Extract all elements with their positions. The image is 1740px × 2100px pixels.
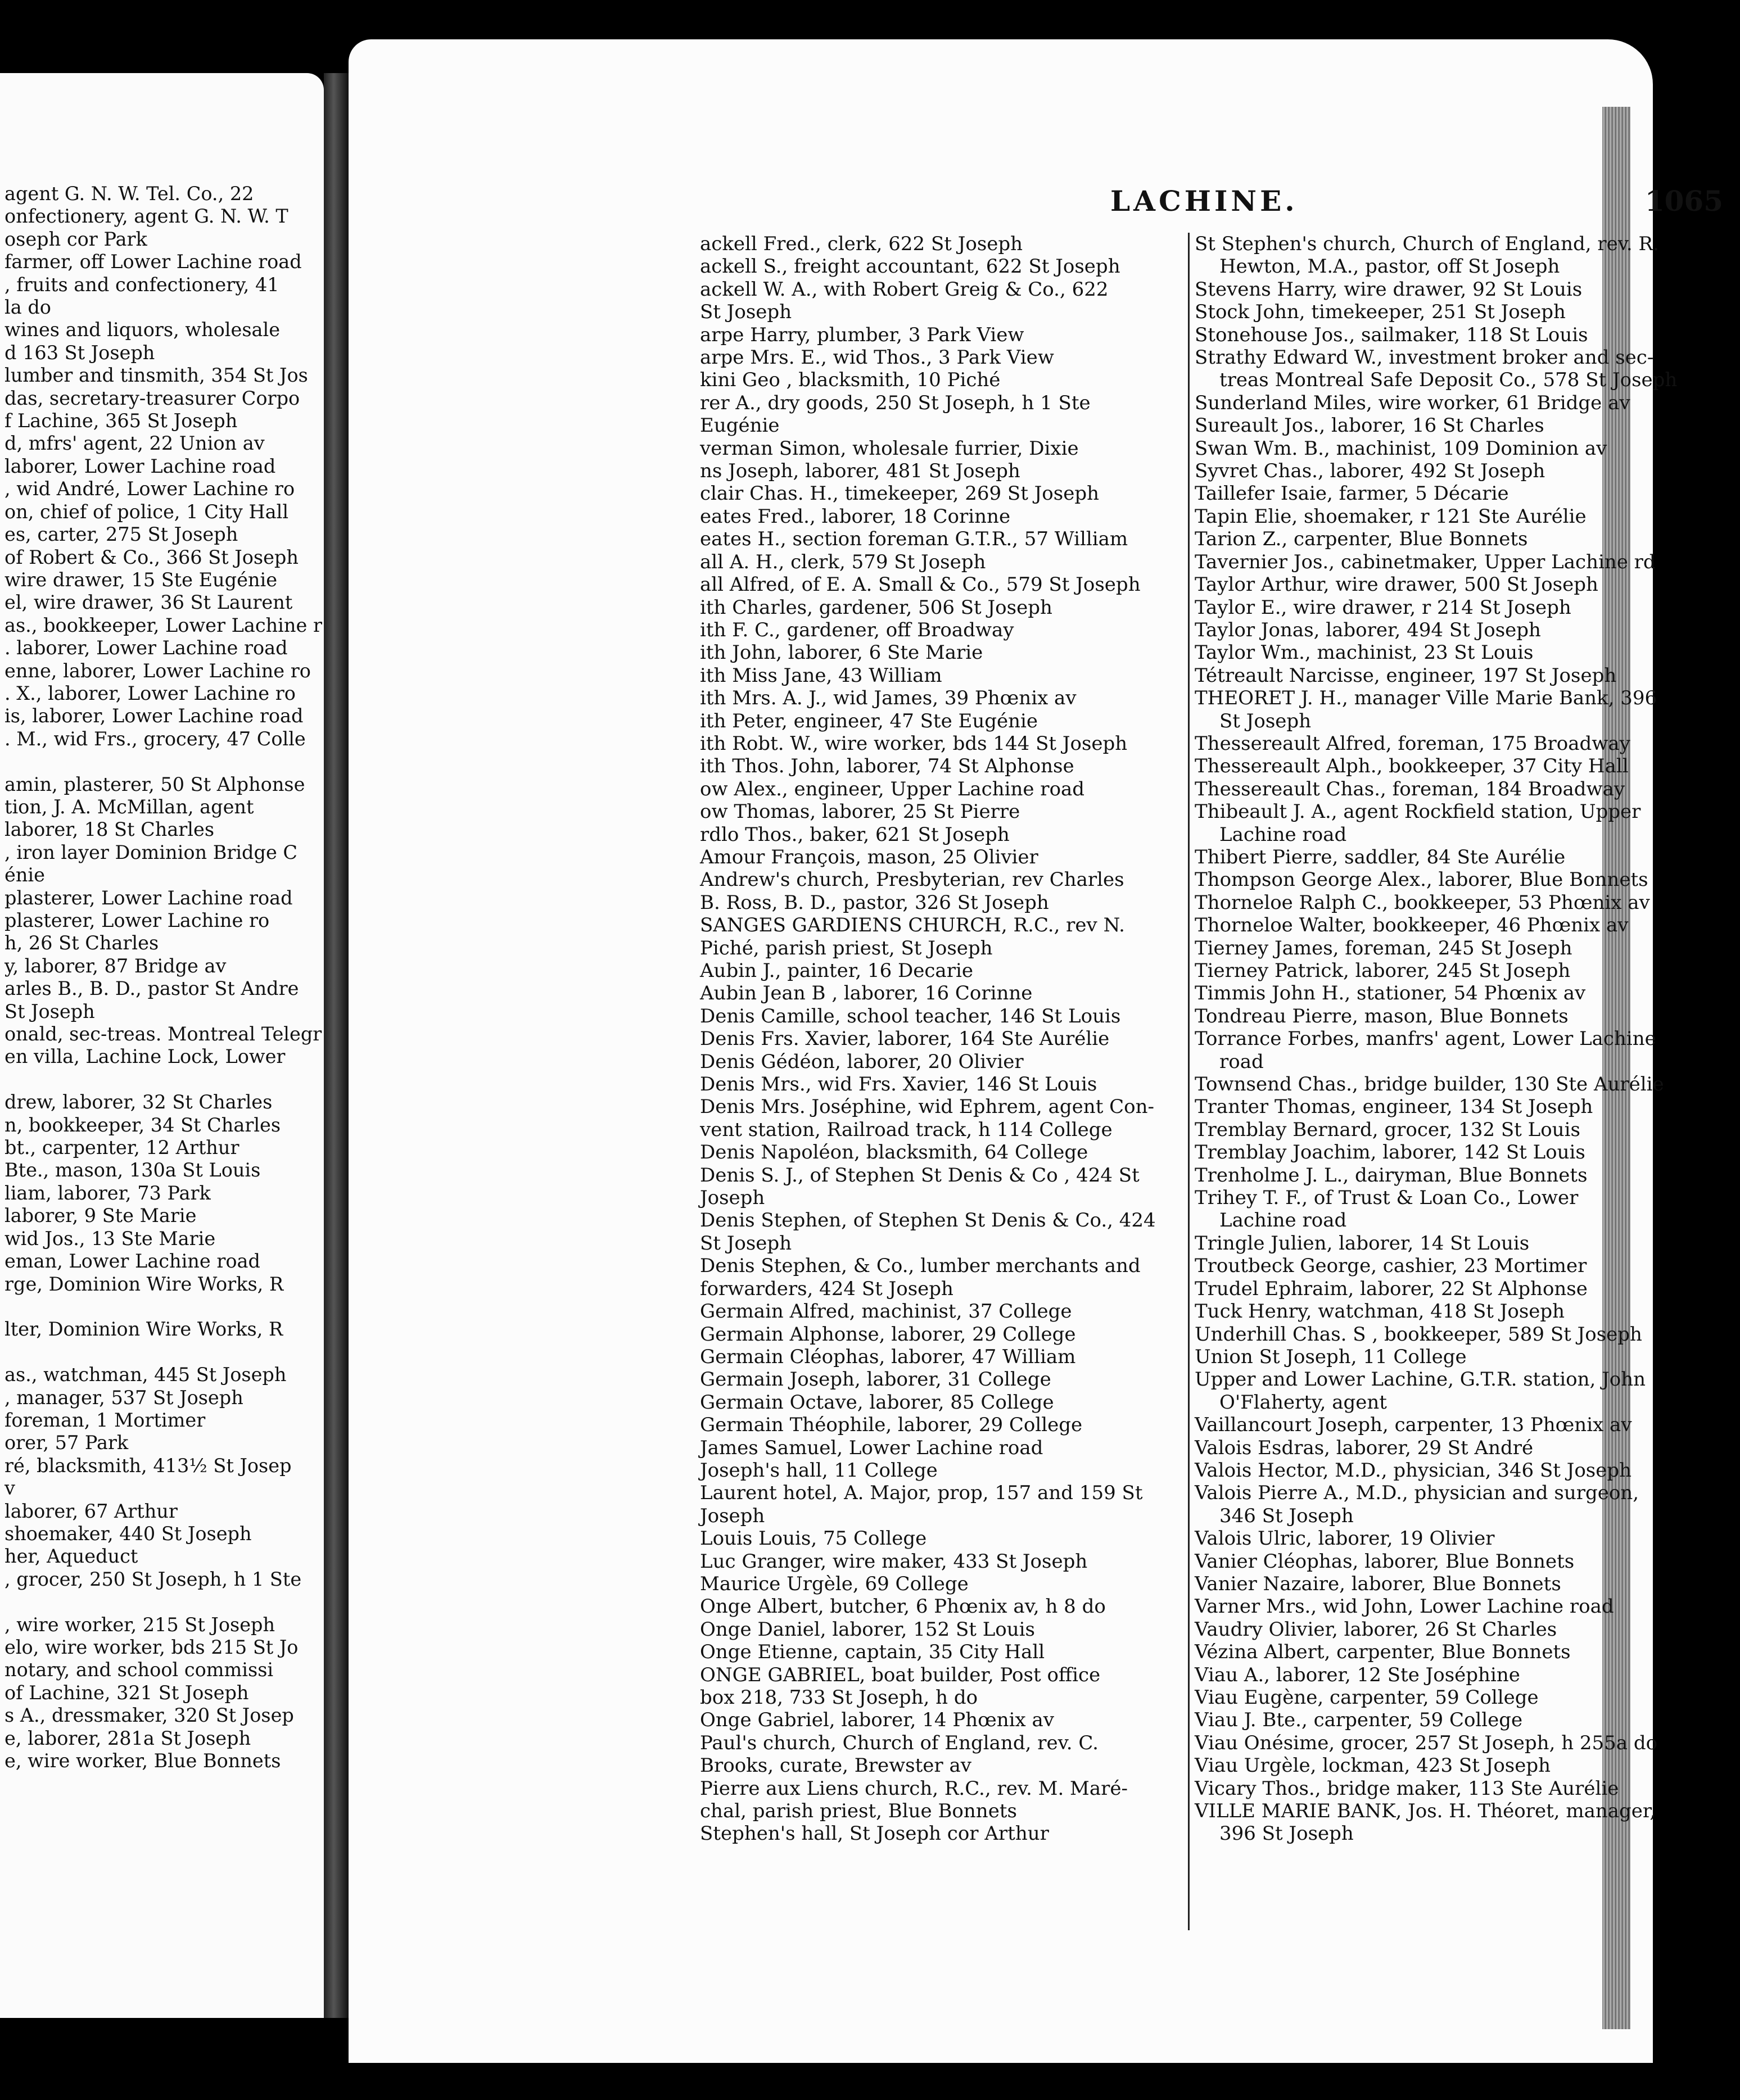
directory-entry: Tondreau Pierre, mason, Blue Bonnets [1195, 1004, 1569, 1028]
directory-entry: Upper and Lower Lachine, G.T.R. station, John [1195, 1368, 1646, 1391]
directory-entry: Taylor Wm., machinist, 23 St Louis [1195, 641, 1534, 664]
directory-entry: St Joseph [700, 301, 792, 324]
directory-entry: ith Peter, engineer, 47 Ste Eugénie [700, 709, 1038, 732]
directory-entry: Vaudry Olivier, laborer, 26 St Charles [1195, 1618, 1557, 1641]
directory-entry: Piché, parish priest, St Joseph [700, 936, 993, 960]
directory-entry: ow Thomas, laborer, 25 St Pierre [700, 800, 1020, 823]
directory-entry: all A. H., clerk, 579 St Joseph [700, 550, 986, 573]
directory-entry: . M., wid Frs., grocery, 47 Colle [4, 727, 306, 750]
directory-entry: Taillefer Isaie, farmer, 5 Décarie [1195, 482, 1509, 505]
directory-entry: Swan Wm. B., machinist, 109 Dominion av [1195, 437, 1607, 460]
directory-entry [4, 750, 319, 773]
left-page [0, 73, 324, 2018]
directory-entry: of Lachine, 321 St Joseph [4, 1681, 249, 1704]
directory-entry: , iron layer Dominion Bridge C [4, 841, 298, 863]
directory-entry: Pierre aux Liens church, R.C., rev. M. Maré- [700, 1777, 1128, 1800]
directory-entry: arpe Mrs. E., wid Thos., 3 Park View [700, 346, 1054, 369]
directory-entry: . X., laborer, Lower Lachine ro [4, 682, 296, 704]
directory-entry: Thibeault J. A., agent Rockfield station, Upper [1195, 800, 1641, 823]
directory-entry: St Joseph [4, 1000, 95, 1022]
book-gutter [324, 73, 349, 2018]
directory-entry: Trenholme J. L., dairyman, Blue Bonnets [1195, 1164, 1588, 1187]
directory-entry: liam, laborer, 73 Park [4, 1182, 211, 1204]
directory-entry: Vanier Nazaire, laborer, Blue Bonnets [1195, 1572, 1561, 1595]
directory-entry: Tavernier Jos., cabinetmaker, Upper Lachine rd [1195, 550, 1656, 573]
directory-entry: Valois Pierre A., M.D., physician and surgeon, [1195, 1482, 1639, 1505]
directory-entry: Tuck Henry, watchman, 418 St Joseph [1195, 1300, 1565, 1323]
directory-entry: d 163 St Joseph [4, 341, 155, 364]
directory-entry: Aubin Jean B , laborer, 16 Corinne [700, 982, 1033, 1005]
directory-entry [4, 1296, 319, 1318]
directory-entry: e, laborer, 281a St Joseph [4, 1727, 251, 1749]
directory-entry: laborer, Lower Lachine road [4, 455, 276, 477]
directory-entry: en villa, Lachine Lock, Lower [4, 1046, 286, 1068]
directory-entry: Germain Octave, laborer, 85 College [700, 1391, 1054, 1414]
directory-entry: f Lachine, 365 St Joseph [4, 410, 238, 432]
directory-entry: onald, sec-treas. Montreal Telegr [4, 1023, 322, 1046]
directory-entry: Denis Frs. Xavier, laborer, 164 Ste Aurélie [700, 1028, 1110, 1051]
directory-entry: plasterer, Lower Lachine road [4, 886, 293, 909]
directory-entry: eates H., section foreman G.T.R., 57 William [700, 528, 1128, 551]
directory-entry: ONGE GABRIEL, boat builder, Post office [700, 1663, 1101, 1686]
directory-entry: laborer, 67 Arthur [4, 1500, 178, 1522]
directory-entry: plasterer, Lower Lachine ro [4, 909, 270, 931]
directory-entry: Amour François, mason, 25 Olivier [700, 845, 1038, 868]
directory-entry: ith Thos. John, laborer, 74 St Alphonse [700, 755, 1074, 778]
directory-entry: Valois Esdras, laborer, 29 St André [1195, 1436, 1534, 1459]
directory-entry: Louis Louis, 75 College [700, 1527, 927, 1550]
directory-entry: Viau J. Bte., carpenter, 59 College [1195, 1709, 1523, 1732]
directory-entry: Tierney James, foreman, 245 St Joseph [1195, 936, 1572, 960]
directory-entry: ackell S., freight accountant, 622 St Joseph [700, 255, 1120, 278]
directory-entry: ith Miss Jane, 43 William [700, 664, 942, 687]
directory-entry: Viau A., laborer, 12 Ste Joséphine [1195, 1663, 1520, 1686]
directory-entry: Thessereault Chas., foreman, 184 Broadway [1195, 777, 1625, 800]
directory-entry: Vanier Cléophas, laborer, Blue Bonnets [1195, 1550, 1575, 1573]
directory-entry: James Samuel, Lower Lachine road [700, 1436, 1043, 1459]
directory-entry: v [4, 1477, 15, 1500]
directory-entry: Troutbeck George, cashier, 23 Mortimer [1195, 1255, 1587, 1278]
directory-entry: forwarders, 424 St Joseph [700, 1277, 953, 1300]
directory-entry: Taylor Jonas, laborer, 494 St Joseph [1195, 618, 1541, 641]
directory-entry: Viau Urgèle, lockman, 423 St Joseph [1195, 1754, 1551, 1777]
directory-entry: Stonehouse Jos., sailmaker, 118 St Louis [1195, 323, 1588, 346]
directory-entry: Germain Joseph, laborer, 31 College [700, 1368, 1051, 1391]
directory-entry: St Joseph [1219, 709, 1312, 732]
directory-entry: énie [4, 864, 45, 886]
directory-entry: Joseph [700, 1504, 765, 1527]
directory-entry: Sunderland Miles, wire worker, 61 Bridge av [1195, 391, 1630, 414]
directory-entry: Brooks, curate, Brewster av [700, 1754, 971, 1777]
directory-entry: Joseph [700, 1187, 765, 1210]
directory-entry: all Alfred, of E. A. Small & Co., 579 St Joseph [700, 573, 1141, 596]
directory-entry: Aubin J., painter, 16 Decarie [700, 960, 973, 982]
directory-entry: Trihey T. F., of Trust & Loan Co., Lower [1195, 1187, 1579, 1210]
directory-entry [4, 1591, 319, 1613]
directory-entry: Trudel Ephraim, laborer, 22 St Alphonse [1195, 1277, 1588, 1300]
directory-entry: Thessereault Alph., bookkeeper, 37 City Hall [1195, 755, 1629, 778]
directory-entry: Lachine road [1219, 1209, 1347, 1232]
directory-entry: orer, 57 Park [4, 1432, 129, 1454]
directory-entry: Denis Mrs. Joséphine, wid Ephrem, agent Con- [700, 1096, 1155, 1119]
directory-entry: Varner Mrs., wid John, Lower Lachine road [1195, 1595, 1614, 1618]
directory-entry: Thessereault Alfred, foreman, 175 Broadway [1195, 732, 1630, 755]
directory-entry: , grocer, 250 St Joseph, h 1 Ste [4, 1568, 302, 1590]
directory-entry: Germain Alfred, machinist, 37 College [700, 1300, 1072, 1323]
directory-entry: Denis Mrs., wid Frs. Xavier, 146 St Louis [700, 1073, 1097, 1096]
directory-entry: lter, Dominion Wire Works, R [4, 1318, 283, 1341]
directory-entry: Torrance Forbes, manfrs' agent, Lower Lachine [1195, 1028, 1656, 1051]
directory-entry: onfectionery, agent G. N. W. T [4, 205, 288, 228]
directory-entry: . laborer, Lower Lachine road [4, 637, 288, 659]
directory-entry: Vaillancourt Joseph, carpenter, 13 Phœnix av [1195, 1414, 1632, 1437]
directory-entry: es, carter, 275 St Joseph [4, 523, 238, 546]
directory-entry: Townsend Chas., bridge builder, 130 Ste Aurélie [1195, 1073, 1664, 1096]
directory-entry: Vicary Thos., bridge maker, 113 Ste Aurélie [1195, 1777, 1619, 1800]
directory-entry: Denis Napoléon, blacksmith, 64 College [700, 1141, 1088, 1164]
directory-entry: Hewton, M.A., pastor, off St Joseph [1219, 255, 1560, 278]
directory-entry: bt., carpenter, 12 Arthur [4, 1137, 239, 1159]
directory-entry: , wire worker, 215 St Joseph [4, 1613, 275, 1636]
directory-entry: 396 St Joseph [1219, 1822, 1354, 1845]
directory-entry: ith Mrs. A. J., wid James, 39 Phœnix av [700, 687, 1077, 710]
directory-entry: Paul's church, Church of England, rev. C. [700, 1731, 1099, 1754]
directory-entry: , fruits and confectionery, 41 [4, 273, 279, 296]
directory-entry: wines and liquors, wholesale [4, 319, 281, 341]
directory-entry: ré, blacksmith, 413½ St Josep [4, 1454, 292, 1477]
directory-entry: wid Jos., 13 Ste Marie [4, 1227, 216, 1250]
directory-entry: VILLE MARIE BANK, Jos. H. Théoret, manager, [1195, 1800, 1656, 1823]
directory-entry: Underhill Chas. S , bookkeeper, 589 St Joseph [1195, 1323, 1642, 1346]
directory-entry: eates Fred., laborer, 18 Corinne [700, 505, 1011, 528]
directory-entry: as., watchman, 445 St Joseph [4, 1364, 287, 1386]
directory-entry: Thibert Pierre, saddler, 84 Ste Aurélie [1195, 845, 1566, 868]
directory-entry: Denis Stephen, & Co., lumber merchants and [700, 1255, 1141, 1278]
page-number: 1065 [1644, 184, 1723, 218]
directory-entry: Vézina Albert, carpenter, Blue Bonnets [1195, 1641, 1571, 1664]
directory-entry: of Robert & Co., 366 St Joseph [4, 546, 299, 568]
directory-entry: Onge Albert, butcher, 6 Phœnix av, h 8 do [700, 1595, 1106, 1618]
directory-entry: Laurent hotel, A. Major, prop, 157 and 159 St [700, 1482, 1143, 1505]
directory-entry: is, laborer, Lower Lachine road [4, 705, 304, 727]
directory-entry: Germain Alphonse, laborer, 29 College [700, 1323, 1076, 1346]
directory-entry: ow Alex., engineer, Upper Lachine road [700, 777, 1085, 800]
directory-entry: e, wire worker, Blue Bonnets [4, 1750, 281, 1772]
directory-entry: notary, and school commissi [4, 1659, 274, 1681]
directory-entry: s A., dressmaker, 320 St Josep [4, 1704, 294, 1727]
directory-entry: Maurice Urgèle, 69 College [700, 1572, 969, 1595]
directory-entry: 346 St Joseph [1219, 1504, 1354, 1527]
directory-entry: Viau Onésime, grocer, 257 St Joseph, h 255a do [1195, 1731, 1658, 1754]
directory-entry: tion, J. A. McMillan, agent [4, 795, 254, 818]
directory-entry: foreman, 1 Mortimer [4, 1409, 206, 1431]
directory-entry: Valois Hector, M.D., physician, 346 St Joseph [1195, 1459, 1632, 1482]
directory-entry: ith John, laborer, 6 Ste Marie [700, 641, 983, 664]
directory-entry: St Joseph [700, 1232, 792, 1255]
directory-entry: on, chief of police, 1 City Hall [4, 500, 289, 523]
column-divider [1188, 233, 1190, 1930]
directory-entry [4, 1341, 319, 1364]
directory-entry: lumber and tinsmith, 354 St Jos [4, 364, 308, 387]
directory-entry: Thompson George Alex., laborer, Blue Bonnets [1195, 868, 1648, 891]
directory-entry: Thorneloe Walter, bookkeeper, 46 Phœnix av [1195, 914, 1629, 937]
directory-entry: Thorneloe Ralph C., bookkeeper, 53 Phœnix av [1195, 891, 1650, 914]
left-column [4, 183, 322, 1772]
directory-entry: , wid André, Lower Lachine ro [4, 478, 295, 500]
directory-entry: ith Charles, gardener, 506 St Joseph [700, 596, 1052, 619]
directory-entry: SANGES GARDIENS CHURCH, R.C., rev N. [700, 914, 1125, 937]
directory-entry: ackell Fred., clerk, 622 St Joseph [700, 233, 1023, 255]
directory-entry: treas Montreal Safe Deposit Co., 578 St Joseph [1219, 369, 1678, 392]
right-page [349, 39, 1723, 2063]
directory-entry: verman Simon, wholesale furrier, Dixie [700, 437, 1079, 460]
directory-entry: arles B., B. D., pastor St Andre [4, 977, 299, 1000]
directory-entry: n, bookkeeper, 34 St Charles [4, 1114, 281, 1136]
directory-entry: Syvret Chas., laborer, 492 St Joseph [1195, 460, 1545, 483]
directory-entry: her, Aqueduct [4, 1545, 138, 1568]
directory-entry: wire drawer, 15 Ste Eugénie [4, 568, 278, 591]
directory-entry: Strathy Edward W., investment broker and sec- [1195, 346, 1654, 369]
directory-entry: rer A., dry goods, 250 St Joseph, h 1 Ste [700, 391, 1091, 414]
directory-entry: arpe Harry, plumber, 3 Park View [700, 323, 1024, 346]
page-header [1110, 184, 1740, 224]
directory-entry: rge, Dominion Wire Works, R [4, 1273, 284, 1295]
directory-entry: ackell W. A., with Robert Greig & Co., 622 [700, 278, 1109, 301]
directory-entry: THEORET J. H., manager Ville Marie Bank, 396 [1195, 687, 1657, 710]
directory-entry: Onge Gabriel, laborer, 14 Phœnix av [700, 1709, 1054, 1732]
directory-entry: Taylor Arthur, wire drawer, 500 St Joseph [1195, 573, 1598, 596]
directory-entry: Tringle Julien, laborer, 14 St Louis [1195, 1232, 1530, 1255]
directory-entry: Denis Camille, school teacher, 146 St Louis [700, 1004, 1121, 1028]
directory-entry: enne, laborer, Lower Lachine ro [4, 659, 311, 682]
directory-entry: drew, laborer, 32 St Charles [4, 1091, 273, 1114]
directory-entry: amin, plasterer, 50 St Alphonse [4, 773, 305, 795]
directory-entry: eman, Lower Lachine road [4, 1250, 260, 1273]
directory-entry: Denis S. J., of Stephen St Denis & Co , 424 St [700, 1164, 1140, 1187]
directory-entry: box 218, 733 St Joseph, h do [700, 1686, 978, 1709]
directory-entry: Stephen's hall, St Joseph cor Arthur [700, 1822, 1049, 1845]
directory-entry: agent G. N. W. Tel. Co., 22 [4, 183, 254, 205]
directory-entry: Germain Théophile, laborer, 29 College [700, 1414, 1083, 1437]
directory-entry: Taylor E., wire drawer, r 214 St Joseph [1195, 596, 1571, 619]
directory-entry: kini Geo , blacksmith, 10 Piché [700, 369, 1001, 392]
directory-entry: Tremblay Joachim, laborer, 142 St Louis [1195, 1141, 1585, 1164]
running-title: LACHINE. [1110, 184, 1298, 218]
directory-entry: elo, wire worker, bds 215 St Jo [4, 1636, 299, 1658]
directory-entry: Valois Ulric, laborer, 19 Olivier [1195, 1527, 1495, 1550]
directory-entry: B. Ross, B. D., pastor, 326 St Joseph [700, 891, 1049, 914]
directory-entry: vent station, Railroad track, h 114 College [700, 1118, 1113, 1141]
directory-entry: Tétreault Narcisse, engineer, 197 St Joseph [1195, 664, 1617, 687]
directory-entry: y, laborer, 87 Bridge av [4, 954, 227, 977]
directory-entry: Tapin Elie, shoemaker, r 121 Ste Aurélie [1195, 505, 1587, 528]
directory-entry: as., bookkeeper, Lower Lachine r [4, 614, 322, 636]
directory-entry: Lachine road [1219, 823, 1347, 846]
directory-entry: Tierney Patrick, laborer, 245 St Joseph [1195, 960, 1571, 982]
directory-entry: Tremblay Bernard, grocer, 132 St Louis [1195, 1118, 1580, 1141]
directory-entry: Germain Cléophas, laborer, 47 William [700, 1345, 1076, 1368]
directory-entry: O'Flaherty, agent [1219, 1391, 1387, 1414]
directory-entry: Timmis John H., stationer, 54 Phœnix av [1195, 982, 1586, 1005]
directory-entry: rdlo Thos., baker, 621 St Joseph [700, 823, 1010, 846]
directory-entry: St Stephen's church, Church of England, rev. R. [1195, 233, 1659, 255]
directory-entry: Denis Stephen, of Stephen St Denis & Co., 424 [700, 1209, 1156, 1232]
directory-entry: Joseph's hall, 11 College [700, 1459, 938, 1482]
directory-entry: Viau Eugène, carpenter, 59 College [1195, 1686, 1539, 1709]
directory-entry: Tranter Thomas, engineer, 134 St Joseph [1195, 1096, 1593, 1119]
directory-entry: h, 26 St Charles [4, 932, 159, 954]
directory-entry: ith Robt. W., wire worker, bds 144 St Joseph [700, 732, 1128, 755]
directory-entry: Denis Gédéon, laborer, 20 Olivier [700, 1050, 1024, 1073]
directory-entry: Luc Granger, wire maker, 433 St Joseph [700, 1550, 1088, 1573]
directory-entry: ns Joseph, laborer, 481 St Joseph [700, 460, 1020, 483]
directory-entry: laborer, 9 Ste Marie [4, 1205, 197, 1227]
directory-entry: Tarion Z., carpenter, Blue Bonnets [1195, 528, 1528, 551]
directory-entry: clair Chas. H., timekeeper, 269 St Joseph [700, 482, 1099, 505]
directory-entry: , manager, 537 St Joseph [4, 1386, 243, 1409]
right-column [1195, 233, 1734, 1845]
directory-entry: ith F. C., gardener, off Broadway [700, 618, 1014, 641]
directory-entry [4, 1069, 319, 1091]
directory-entry: Stock John, timekeeper, 251 St Joseph [1195, 301, 1566, 324]
directory-entry: oseph cor Park [4, 228, 147, 250]
directory-entry: la do [4, 296, 51, 319]
directory-entry: Sureault Jos., laborer, 16 St Charles [1195, 414, 1544, 437]
directory-entry: laborer, 18 St Charles [4, 818, 215, 841]
directory-entry: el, wire drawer, 36 St Laurent [4, 591, 293, 614]
directory-entry: Bte., mason, 130a St Louis [4, 1159, 261, 1182]
directory-entry: road [1219, 1050, 1264, 1073]
directory-entry: chal, parish priest, Blue Bonnets [700, 1800, 1017, 1823]
middle-column [700, 233, 1189, 1845]
directory-entry: Andrew's church, Presbyterian, rev Charles [700, 868, 1124, 891]
directory-entry: das, secretary-treasurer Corpo [4, 387, 300, 409]
directory-entry: d, mfrs' agent, 22 Union av [4, 432, 265, 455]
directory-entry: Onge Etienne, captain, 35 City Hall [700, 1641, 1045, 1664]
directory-entry: Stevens Harry, wire drawer, 92 St Louis [1195, 278, 1583, 301]
directory-entry: farmer, off Lower Lachine road [4, 251, 302, 273]
directory-entry: Onge Daniel, laborer, 152 St Louis [700, 1618, 1035, 1641]
directory-entry: shoemaker, 440 St Joseph [4, 1522, 252, 1545]
directory-entry: Union St Joseph, 11 College [1195, 1345, 1467, 1368]
directory-entry: Eugénie [700, 414, 780, 437]
